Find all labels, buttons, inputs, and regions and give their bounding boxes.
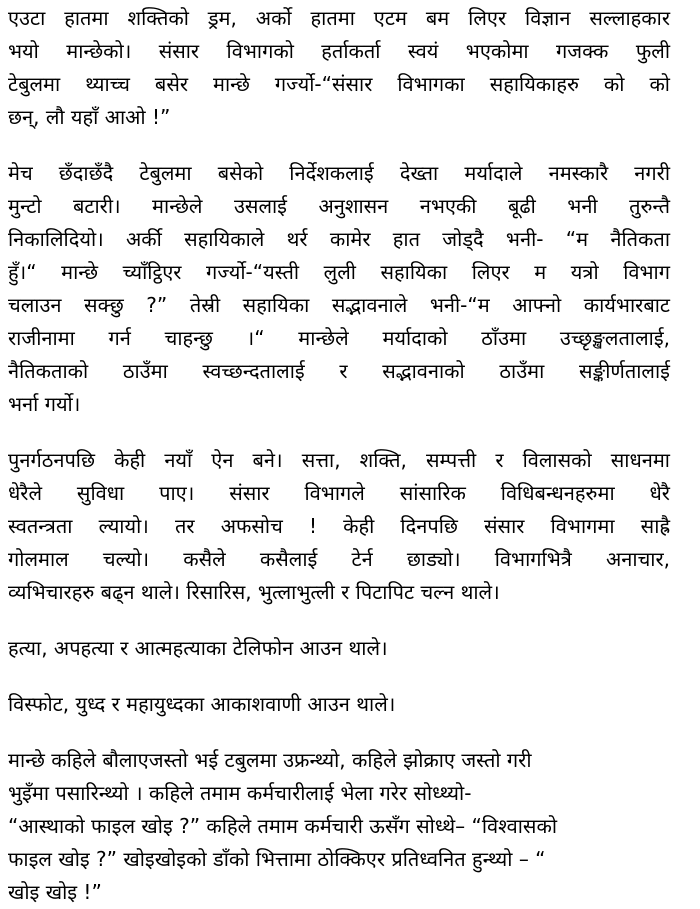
text-line: नैतिकताको ठाउँमा स्वच्छन्दतालाई र सद्भावनाको ठाउँमा सङ्कीर्णतालाई [8, 359, 670, 383]
text-line: छन्, लौ यहाँ आओ !” [8, 105, 171, 129]
text-line: मेच छँदाछँदै टेबुलमा बसेको निर्देशकलाई देख्ता मर्यादाले नमस्कारै नगरी [8, 161, 670, 185]
text-line: गोलमाल चल्यो। कसैले कसैलाई टेर्न छाड्यो। विभागभित्रै अनाचार, [8, 547, 670, 571]
text-line: राजीनामा गर्न चाहन्छु ।“ मान्छेले मर्यादाको ठाँउमा उच्छृङ्खलतालाई, [8, 326, 670, 350]
text-line: निकालिदियो। अर्की सहायिकाले थर्र कामेर हात जोड्दै भनी- “म नैतिकता [8, 227, 670, 251]
text-line: चलाउन सक्छु ?” तेस्री सहायिका सद्भावनाले भनी-“म आफ्नो कार्यभारबाट [8, 293, 670, 317]
paragraph [8, 157, 670, 421]
text-line: स्वतन्त्रता ल्यायो। तर अफसोच ! केही दिनपछि संसार विभागमा साह्रै [8, 514, 670, 538]
text-line: भुइँमा पसारिन्थ्यो । कहिले तमाम कर्मचारीलाई भेला गरेर सोध्थ्यो- [8, 781, 472, 805]
text-line: हुँ।“ मान्छे च्याँट्ठिएर गर्ज्यो-“यस्ती लुली सहायिका लिएर म यत्रो विभाग [8, 260, 670, 284]
text-line: मुन्टो बटारी। मान्छेले उसलाई अनुशासन नभएकी बूढी भनी तुरुन्तै [8, 194, 670, 218]
text-line: विस्फोट, युध्द र महायुध्दका आकाशवाणी आउन थाले। [8, 692, 396, 716]
text-line: भयो मान्छेको। संसार विभागको हर्ताकर्ता स्वयं भएकोमा गजक्क फुली [8, 39, 670, 63]
paragraph [8, 2, 670, 134]
text-body [8, 2, 670, 909]
text-line: टेबुलमा थ्याच्च बसेर मान्छे गर्ज्यो-“संसार विभागका सहायिकाहरु को को [8, 72, 670, 96]
text-line: व्यभिचारहरु बढ्न थाले। रिसारिस, भुत्लाभुत्ली र पिटापिट चल्न थाले। [8, 580, 500, 604]
text-line: “आस्थाको फाइल खोइ ?” कहिले तमाम कर्मचारी ऊसँग सोध्थे– “विश्वासको [8, 814, 557, 838]
text-line: फाइल खोइ ?” खोइखोइको डाँको भित्तामा ठोक्किएर प्रतिध्वनित हुन्थ्यो – “ [8, 847, 546, 871]
paragraph [8, 744, 670, 909]
text-line: मान्छे कहिले बौलाएजस्तो भई टबुलमा उफ्रन्थ्यो, कहिले झोक्राए जस्तो गरी [8, 748, 532, 772]
text-line: एउटा हातमा शक्तिको ड्रम, अर्को हातमा एटम बम लिएर विज्ञान सल्लाहकार [8, 6, 670, 30]
text-line: हत्या, अपहत्या र आत्महत्याका टेलिफोन आउन थाले। [8, 636, 388, 660]
paragraph [8, 688, 670, 721]
paragraph [8, 444, 670, 609]
text-line: खोइ खोइ !” [8, 880, 102, 904]
text-line: पुनर्गठनपछि केही नयाँ ऐन बने। सत्ता, शक्ति, सम्पत्ती र विलासको साधनमा [8, 448, 670, 472]
text-line: धेरैले सुविधा पाए। संसार विभागले सांसारिक विधिबन्धनहरुमा धेरै [8, 481, 670, 505]
text-line: भर्ना गर्यो। [8, 392, 81, 416]
paragraph [8, 632, 670, 665]
